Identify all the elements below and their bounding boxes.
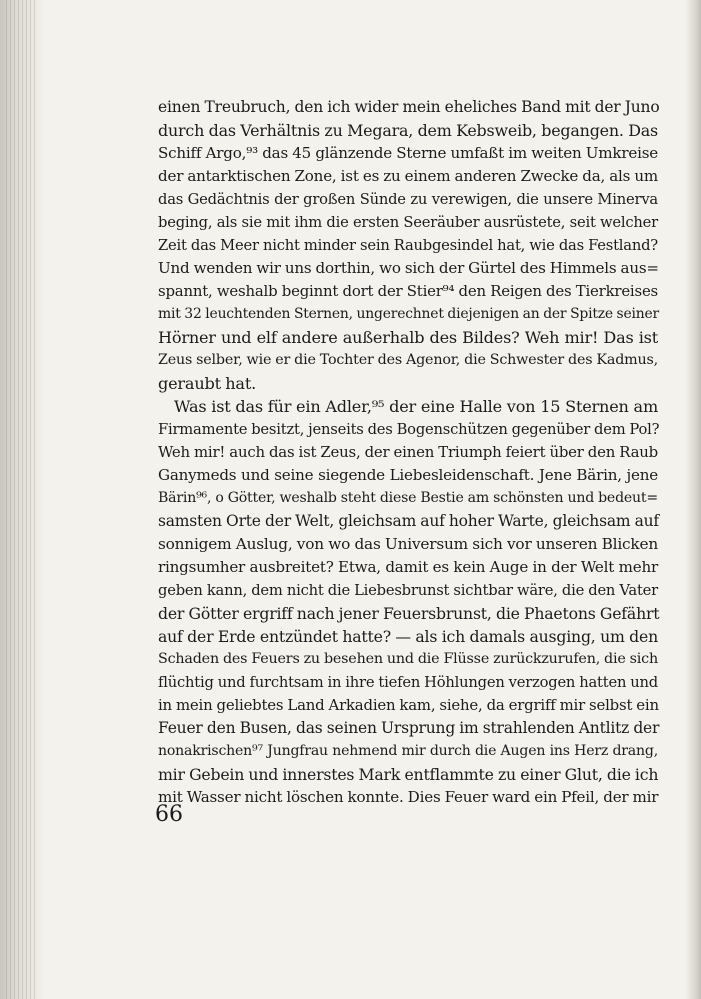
- text-line: sonnigem Auslug, von wo das Universum sich vor unseren Blicken: [158, 535, 658, 553]
- text-line: auf der Erde entzündet hatte? — als ich damals ausging, um den: [158, 627, 658, 646]
- text-line: ringsumher ausbreitet? Etwa, damit es kein Auge in der Welt mehr: [158, 558, 658, 576]
- text-line: in mein geliebtes Land Arkadien kam, siehe, da ergriff mir selbst ein: [158, 696, 659, 714]
- text-line: Bärin⁹⁶, o Götter, weshalb steht diese Bestie am schönsten und bedeut=: [158, 490, 658, 506]
- text-line: spannt, weshalb beginnt dort der Stier⁹⁴ den Reigen des Tierkreises: [158, 282, 658, 300]
- text-line: durch das Verhältnis zu Megara, dem Kebsweib, begangen. Das: [158, 121, 658, 140]
- text-line: Was ist das für ein Adler,⁹⁵ der eine Halle von 15 Sternen am: [174, 397, 658, 416]
- paragraph-1: [158, 96, 658, 395]
- text-line: das Gedächtnis der großen Sünde zu verewigen, die unsere Minerva: [158, 191, 658, 208]
- text-line: geraubt hat.: [158, 374, 257, 393]
- text-line: flüchtig und furchtsam in ihre tiefen Höhlungen verzogen hatten und: [158, 674, 658, 691]
- text-line: Hörner und elf andere außerhalb des Bildes? Weh mir! Das ist: [158, 328, 658, 347]
- text-line: beging, als sie mit ihm die ersten Seeräuber ausrüstete, seit welcher: [158, 214, 658, 231]
- text-line: geben kann, dem nicht die Liebesbrunst sichtbar wäre, die den Vater: [158, 582, 658, 599]
- text-line: der Götter ergriff nach jener Feuersbrunst, die Phaetons Gefährt: [158, 604, 660, 623]
- text-line: Firmamente besitzt, jenseits des Bogenschützen gegenüber dem Pol?: [158, 421, 660, 438]
- text-line: einen Treubruch, den ich wider mein eheliches Band mit der Juno: [158, 98, 660, 116]
- text-line: Zeit das Meer nicht minder sein Raubgesindel hat, wie das Festland?: [158, 237, 658, 254]
- text-line: mir Gebein und innerstes Mark entflammte zu einer Glut, die ich: [158, 765, 659, 784]
- text-line: Schiff Argo,⁹³ das 45 glänzende Sterne umfaßt im weiten Umkreise: [158, 144, 658, 162]
- body-text: [158, 96, 658, 809]
- text-line: Weh mir! auch das ist Zeus, der einen Triumph feiert über den Raub: [158, 443, 658, 461]
- text-line: Feuer den Busen, das seinen Ursprung im strahlenden Antlitz der: [158, 719, 660, 737]
- text-line: nonakrischen⁹⁷ Jungfrau nehmend mir durch die Augen ins Herz drang,: [158, 743, 658, 759]
- text-line: Ganymeds und seine siegende Liebesleidenschaft. Jene Bärin, jene: [158, 466, 658, 484]
- text-line: Schaden des Feuers zu besehen und die Flüsse zurückzurufen, die sich: [158, 651, 658, 667]
- text-line: mit 32 leuchtenden Sternen, ungerechnet diejenigen an der Spitze seiner: [158, 306, 659, 322]
- text-line: Und wenden wir uns dorthin, wo sich der Gürtel des Himmels aus=: [158, 259, 659, 277]
- right-page-edge: [685, 0, 701, 999]
- stacked-page-edges: [6, 0, 36, 999]
- text-line: der antarktischen Zone, ist es zu einem anderen Zwecke da, als um: [158, 167, 658, 185]
- text-line: Zeus selber, wie er die Tochter des Agenor, die Schwester des Kadmus,: [158, 352, 658, 368]
- text-line: samsten Orte der Welt, gleichsam auf hoher Warte, gleichsam auf: [158, 512, 659, 530]
- text-line: mit Wasser nicht löschen konnte. Dies Feuer ward ein Pfeil, der mir: [158, 788, 659, 806]
- paragraph-2: [158, 395, 658, 809]
- page-number: 66: [155, 802, 183, 827]
